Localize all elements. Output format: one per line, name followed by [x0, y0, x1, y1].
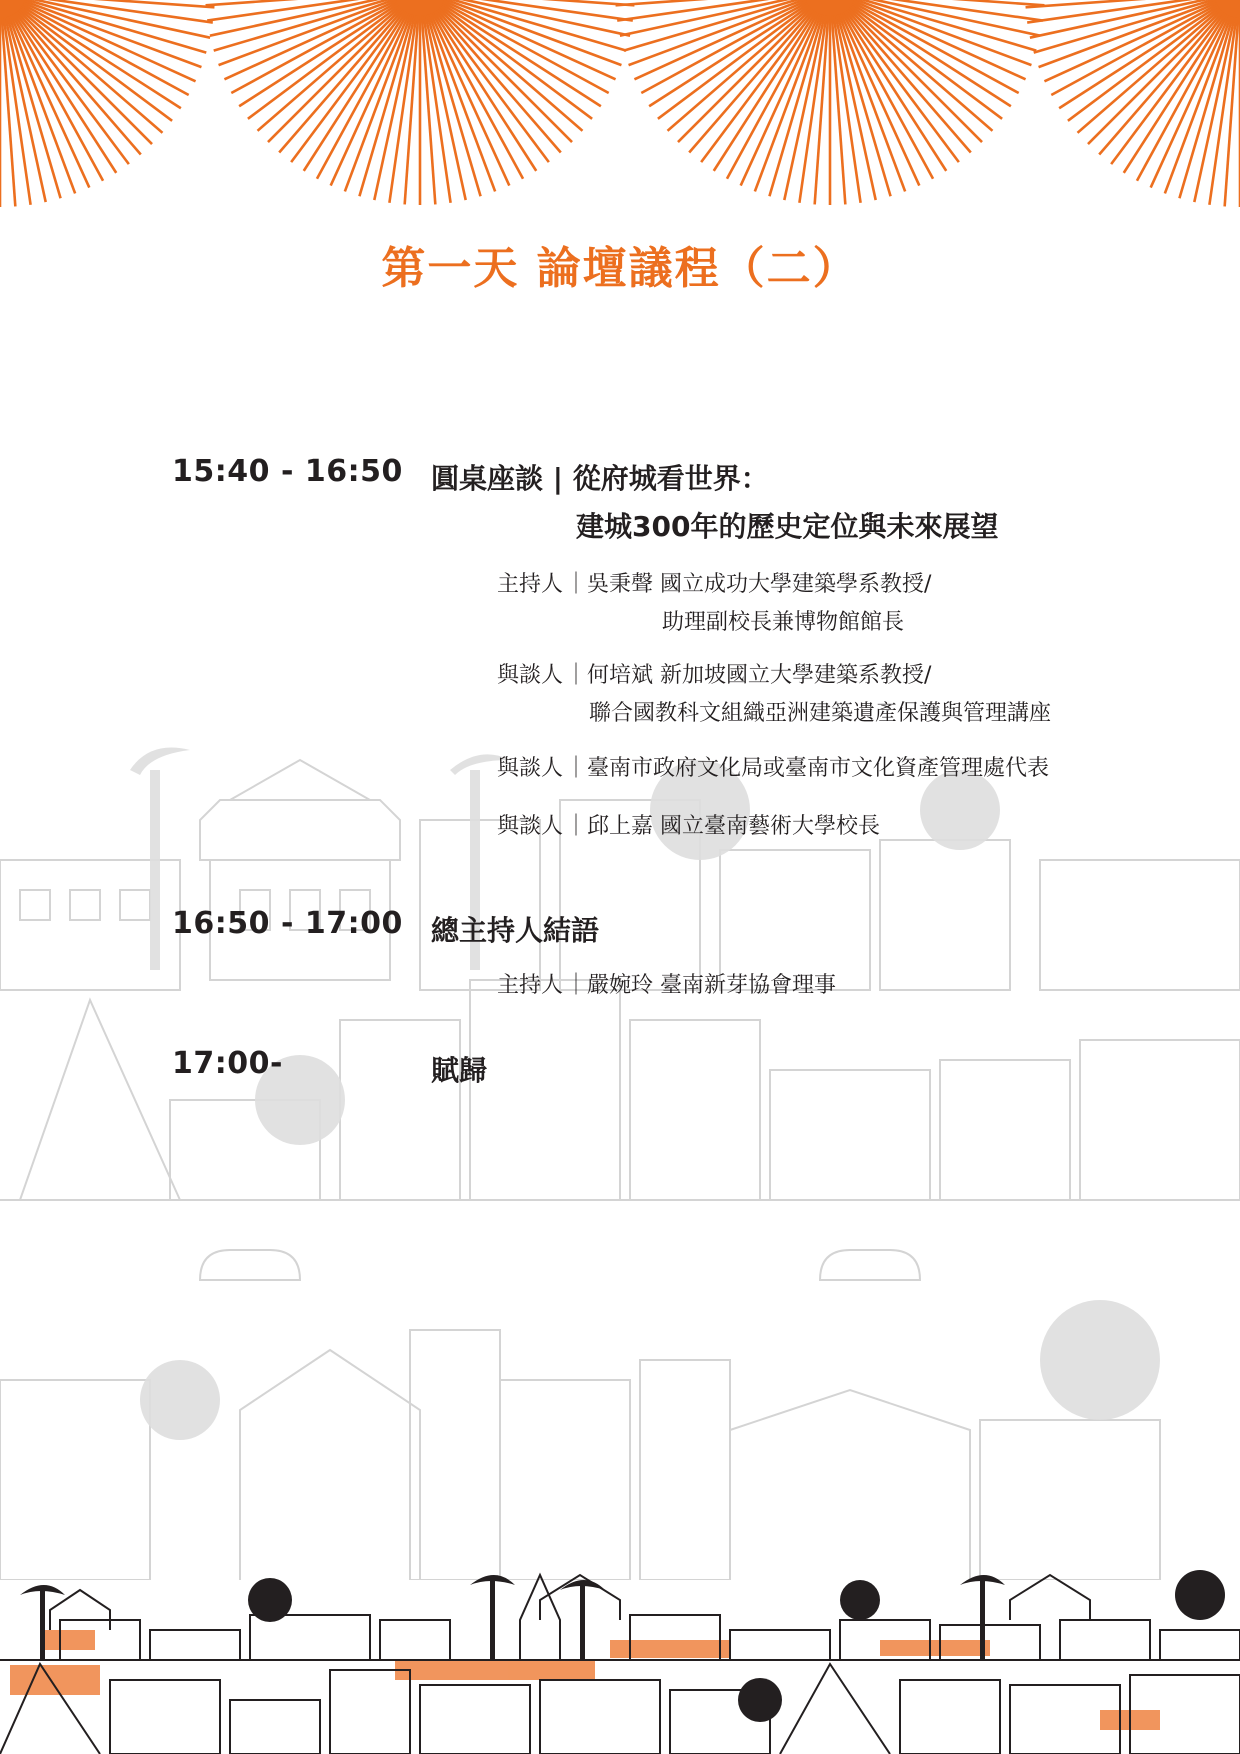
panelist-entry [497, 657, 1051, 733]
session-time: 15:40 - 16:50 [172, 454, 403, 489]
sunburst-decoration [0, 0, 1240, 215]
sunburst-ray [17, 0, 202, 67]
person-name-title: 何培斌 新加坡國立大學建築系教授/ [587, 663, 932, 688]
host-entry [497, 566, 931, 642]
person-role: 與談人 [497, 663, 564, 688]
separator: ｜ [565, 814, 588, 839]
session-title: 圓桌座談 | 從府城看世界： [431, 462, 769, 495]
session-subtitle: 建城300年的歷史定位與未來展望 [576, 510, 999, 543]
sunburst-ray [1039, 0, 1224, 67]
sunburst [205, 0, 635, 205]
person-title-continued: 助理副校長兼博物館館長 [662, 610, 905, 635]
session-time: 17:00- [172, 1046, 283, 1081]
city-skyline-background-illustration [0, 740, 1240, 1580]
person-title-continued: 聯合國教科文組織亞洲建築遺產保護與管理講座 [589, 701, 1052, 726]
city-skyline-foreground-illustration [0, 1560, 1240, 1754]
person-role: 主持人 [497, 572, 564, 597]
separator: ｜ [565, 663, 588, 688]
host-entry [497, 967, 836, 1005]
separator: ｜ [565, 973, 588, 998]
person-name-title: 臺南市政府文化局或臺南市文化資產管理處代表 [587, 756, 1050, 781]
panelist-entry [497, 750, 1049, 788]
sunburst [615, 0, 1045, 205]
session-title: 賦歸 [431, 1054, 488, 1087]
separator: ｜ [565, 572, 588, 597]
sunburst-ray [433, 3, 572, 142]
sunburst [0, 0, 215, 207]
person-role: 與談人 [497, 814, 564, 839]
person-name-title: 吳秉聲 國立成功大學建築學系教授/ [587, 572, 932, 597]
session-title: 總主持人結語 [431, 914, 600, 947]
sunburst-ray [678, 3, 817, 142]
separator: ｜ [565, 756, 588, 781]
sunburst-ray [1088, 5, 1227, 144]
sunburst-ray [843, 3, 982, 142]
sunburst-ray [268, 3, 407, 142]
person-name-title: 嚴婉玲 臺南新芽協會理事 [587, 973, 836, 998]
sunburst-ray [13, 5, 152, 144]
page-title: 第一天 論壇議程（二） [381, 243, 859, 294]
person-role: 主持人 [497, 973, 564, 998]
sunburst [1025, 0, 1240, 207]
person-name-title: 邱上嘉 國立臺南藝術大學校長 [587, 814, 880, 839]
person-role: 與談人 [497, 756, 564, 781]
session-time: 16:50 - 17:00 [172, 906, 403, 941]
panelist-entry [497, 808, 880, 846]
